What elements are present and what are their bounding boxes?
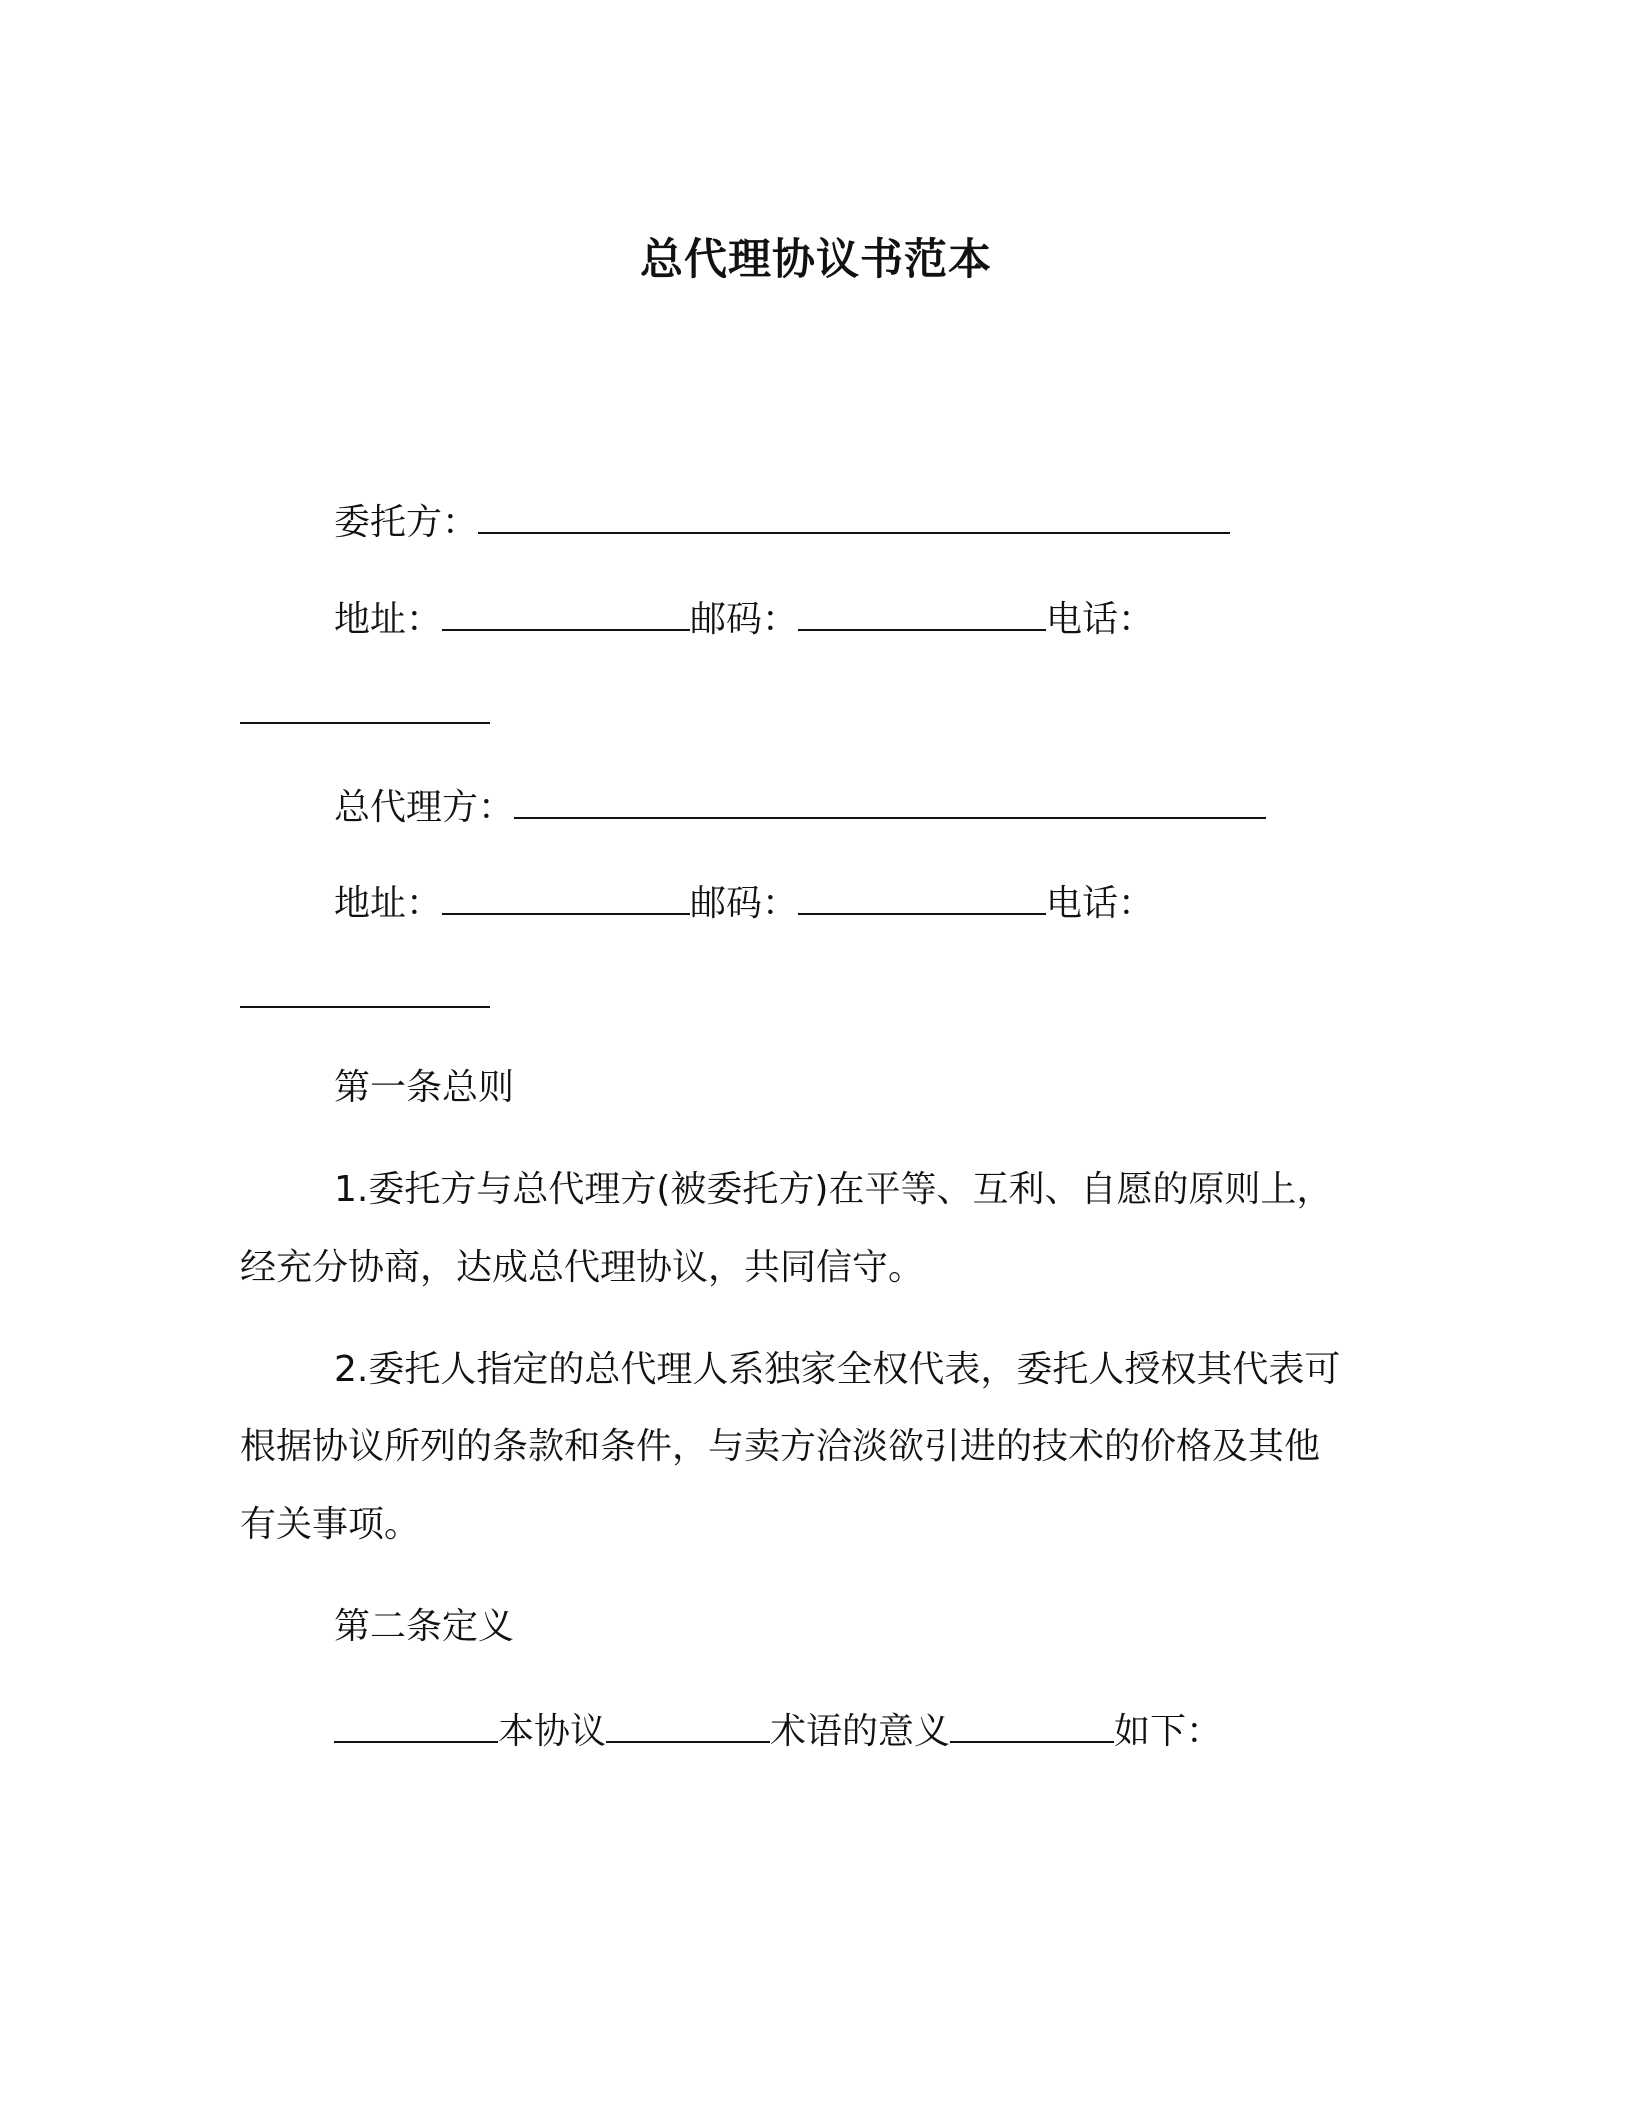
- principal-phone-line: [240, 691, 490, 735]
- agent-postcode-label: 邮码：: [690, 883, 799, 924]
- article1-para2-line3: 有关事项。: [240, 1504, 421, 1545]
- agent-phone-label: 电话：: [1046, 883, 1155, 924]
- principal-address-field[interactable]: [442, 599, 690, 631]
- article1-para2-line1: 2.委托人指定的总代理人系独家全权代表，委托人授权其代表可: [334, 1349, 1341, 1390]
- agent-postcode-field[interactable]: [798, 883, 1046, 915]
- agent-address-label: 地址：: [334, 883, 443, 924]
- principal-postcode-field[interactable]: [798, 599, 1046, 631]
- article1-para2-line2: 根据协议所列的条款和条件，与卖方洽淡欲引进的技术的价格及其他: [240, 1426, 1321, 1467]
- article2-blank-2[interactable]: [606, 1711, 770, 1743]
- article2-heading: 第二条定义: [334, 1606, 515, 1647]
- principal-contact-line: [334, 598, 1154, 642]
- principal-name-field[interactable]: [478, 502, 1230, 534]
- article2-text-part3: 如下：: [1114, 1711, 1223, 1752]
- agent-line: [334, 786, 1266, 830]
- document-title: 总代理协议书范本: [640, 235, 992, 285]
- article2-blank-1[interactable]: [334, 1711, 498, 1743]
- article2-blank-3[interactable]: [950, 1711, 1114, 1743]
- agent-label: 总代理方：: [334, 787, 515, 828]
- article2-text-part1: 本协议: [498, 1711, 607, 1752]
- article2-definition-line: [334, 1710, 1222, 1754]
- agent-address-field[interactable]: [442, 883, 690, 915]
- agent-name-field[interactable]: [514, 787, 1266, 819]
- article1-para1-line1: 1.委托方与总代理方(被委托方)在平等、互利、自愿的原则上，: [334, 1169, 1333, 1210]
- article1-heading: 第一条总则: [334, 1067, 515, 1108]
- principal-phone-label: 电话：: [1046, 599, 1155, 640]
- principal-line: [334, 501, 1230, 545]
- principal-postcode-label: 邮码：: [690, 599, 799, 640]
- principal-label: 委托方：: [334, 502, 479, 543]
- article1-para1-line2: 经充分协商，达成总代理协议，共同信守。: [240, 1247, 925, 1288]
- agent-phone-line: [240, 975, 490, 1019]
- article2-text-part2: 术语的意义: [770, 1711, 951, 1752]
- agent-contact-line: [334, 882, 1154, 926]
- principal-address-label: 地址：: [334, 599, 443, 640]
- principal-phone-field[interactable]: [240, 692, 490, 724]
- agent-phone-field[interactable]: [240, 976, 490, 1008]
